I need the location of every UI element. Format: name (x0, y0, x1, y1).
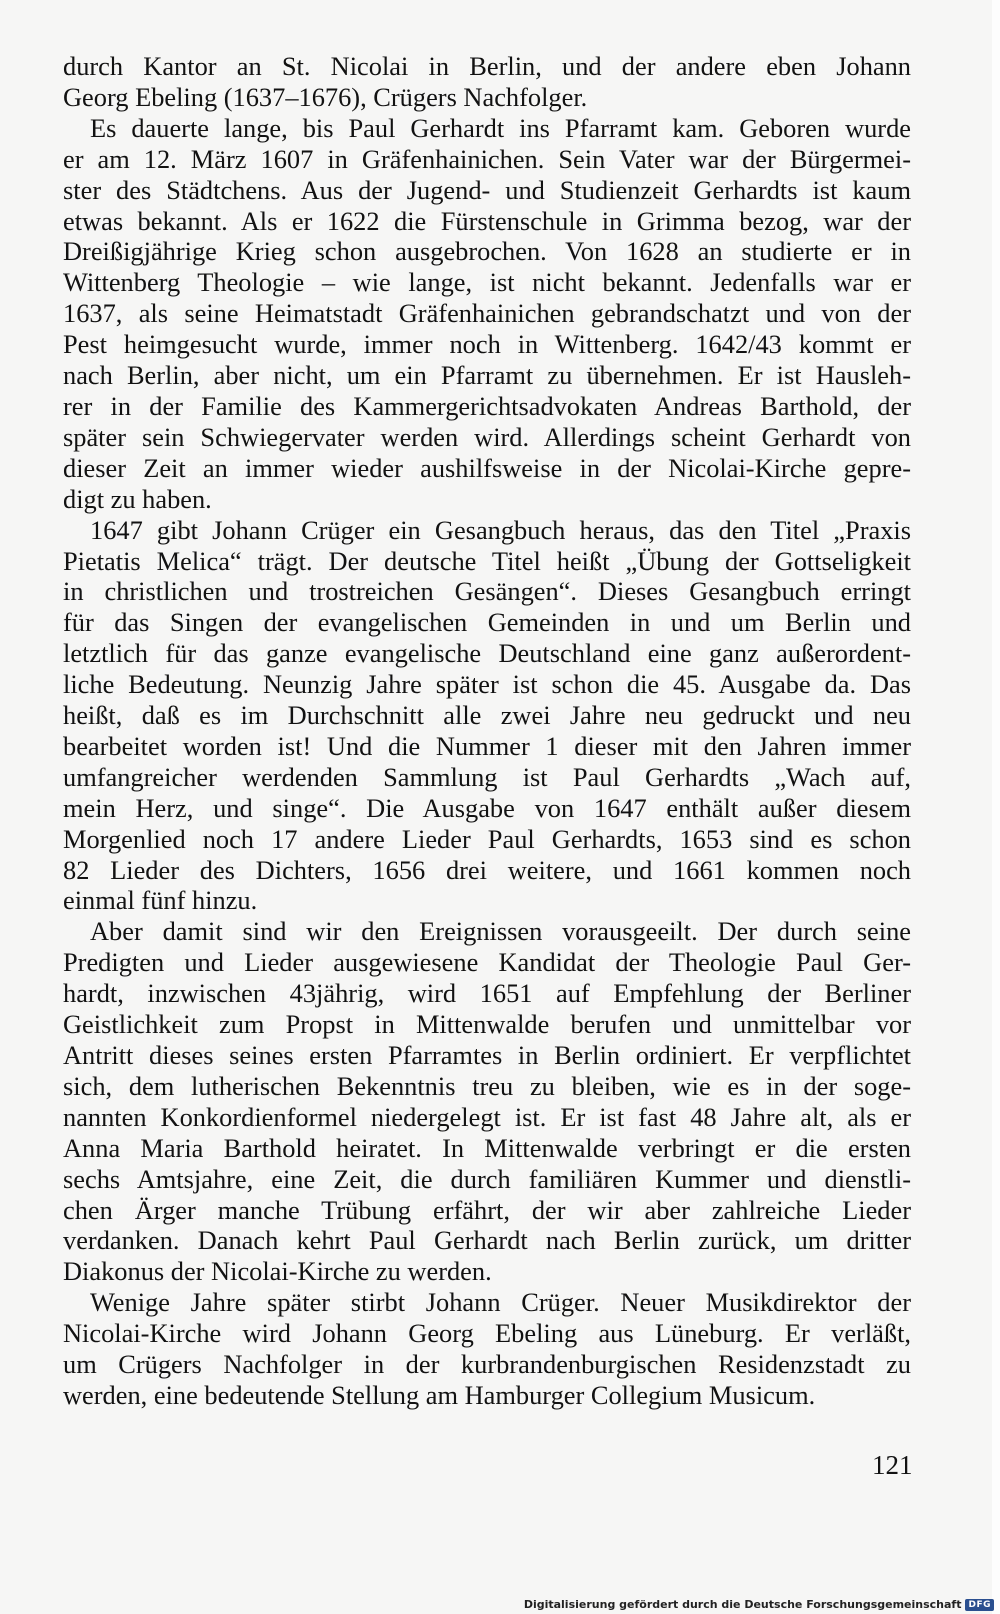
text-line: durch Kantor an St. Nicolai in Berlin, und der andere eben Johann (63, 51, 911, 81)
text-line: einmal fünf hinzu. (63, 885, 258, 916)
text-line: Wittenberg Theologie – wie lange, ist nicht bekannt. Jedenfalls war er (63, 267, 911, 298)
text-line: liche Bedeutung. Neunzig Jahre später ist schon die 45. Ausgabe da. Das (63, 669, 911, 700)
text-line: 82 Lieder des Dichters, 1656 drei weitere, und 1661 kommen noch (63, 854, 911, 885)
text-line: ster des Städtchens. Aus der Jugend- und Studienzeit Gerhardts ist kaum (63, 174, 911, 205)
text-line: 1637, als seine Heimatstadt Gräfenhainichen gebrandschatzt und von der (63, 298, 911, 329)
text-line: verdanken. Danach kehrt Paul Gerhardt nach Berlin zurück, um dritter (63, 1225, 911, 1256)
text-line: bearbeitet worden ist! Und die Nummer 1 dieser mit den Jahren immer (63, 730, 911, 761)
text-line: hardt, inzwischen 43jährig, wird 1651 auf Empfehlung der Berliner (63, 978, 911, 1009)
text-line: digt zu haben. (63, 483, 212, 514)
text-line: werden, eine bedeutende Stellung am Hamburger Collegium Musicum. (63, 1379, 816, 1410)
page-edge (992, 0, 1000, 1614)
text-line: dieser Zeit an immer wieder aushilfsweise in der Nicolai-Kirche gepre- (63, 452, 911, 483)
digitization-credit (524, 1598, 994, 1611)
text-line: Dreißigjährige Krieg schon ausgebrochen. Von 1628 an studierte er in (63, 236, 911, 267)
text-line: Nicolai-Kirche wird Johann Georg Ebeling aus Lüneburg. Er verläßt, (63, 1318, 911, 1349)
text-line: Anna Maria Barthold heiratet. In Mittenwalde verbringt er die ersten (63, 1132, 911, 1163)
text-line: etwas bekannt. Als er 1622 die Fürstenschule in Grimma bezog, war der (63, 205, 911, 236)
text-line: Pest heimgesucht wurde, immer noch in Wittenberg. 1642/43 kommt er (63, 329, 911, 360)
text-line: nach Berlin, aber nicht, um ein Pfarramt zu übernehmen. Er ist Hausleh- (63, 360, 911, 391)
text-line: um Crügers Nachfolger in der kurbrandenburgischen Residenzstadt zu (63, 1349, 911, 1380)
text-line: Georg Ebeling (1637–1676), Crügers Nachfolger. (63, 81, 588, 112)
credit-text: Digitalisierung gefördert durch die Deutsche Forschungsgemeinschaft (523, 1598, 962, 1611)
text-line: chen Ärger manche Trübung erfährt, der wir aber zahlreiche Lieder (63, 1194, 911, 1225)
text-line: 1647 gibt Johann Crüger ein Gesangbuch heraus, das den Titel „Praxis (90, 514, 911, 545)
text-line: mein Herz, und singe“. Die Ausgabe von 1647 enthält außer diesem (63, 792, 911, 823)
text-line: umfangreicher werdenden Sammlung ist Paul Gerhardts „Wach auf, (63, 761, 911, 792)
text-line: rer in der Familie des Kammergerichtsadvokaten Andreas Barthold, der (63, 390, 911, 421)
text-line: Es dauerte lange, bis Paul Gerhardt ins Pfarramt kam. Geboren wurde (90, 112, 911, 143)
text-line: nannten Konkordienformel niedergelegt ist. Er ist fast 48 Jahre alt, als er (63, 1101, 911, 1132)
text-line: Morgenlied noch 17 andere Lieder Paul Gerhardts, 1653 sind es schon (63, 823, 911, 854)
text-line: später sein Schwiegervater werden wird. Allerdings scheint Gerhardt von (63, 421, 911, 452)
text-line: Diakonus der Nicolai-Kirche zu werden. (63, 1256, 492, 1287)
dfg-logo-icon: DFG (965, 1599, 994, 1611)
text-line: heißt, daß es im Durchschnitt alle zwei Jahre neu gedruckt und neu (63, 700, 911, 731)
text-line: letztlich für das ganze evangelische Deutschland eine ganz außerordent- (63, 638, 911, 669)
text-line: er am 12. März 1607 in Gräfenhainichen. Sein Vater war der Bürgermei- (63, 143, 911, 174)
text-line: Antritt dieses seines ersten Pfarramtes in Berlin ordiniert. Er verpflichtet (63, 1040, 911, 1070)
body-text (63, 51, 911, 1411)
text-line: sich, dem lutherischen Bekenntnis treu zu bleiben, wie es in der soge- (63, 1070, 911, 1101)
text-line: Aber damit sind wir den Ereignissen vorausgeeilt. Der durch seine (90, 916, 911, 947)
text-line: sechs Amtsjahre, eine Zeit, die durch familiären Kummer und dienstli- (63, 1163, 911, 1194)
text-line: in christlichen und trostreichen Gesängen“. Dieses Gesangbuch erringt (63, 576, 911, 607)
text-line: Predigten und Lieder ausgewiesene Kandidat der Theologie Paul Ger- (63, 947, 911, 978)
text-line: Geistlichkeit zum Propst in Mittenwalde berufen und unmittelbar vor (63, 1009, 911, 1040)
text-line: Wenige Jahre später stirbt Johann Crüger. Neuer Musikdirektor der (90, 1287, 911, 1318)
text-line: für das Singen der evangelischen Gemeinden in und um Berlin und (63, 607, 911, 638)
text-line: Pietatis Melica“ trägt. Der deutsche Titel heißt „Übung der Gottseligkeit (63, 545, 911, 576)
page-number: 121 (872, 1450, 913, 1480)
